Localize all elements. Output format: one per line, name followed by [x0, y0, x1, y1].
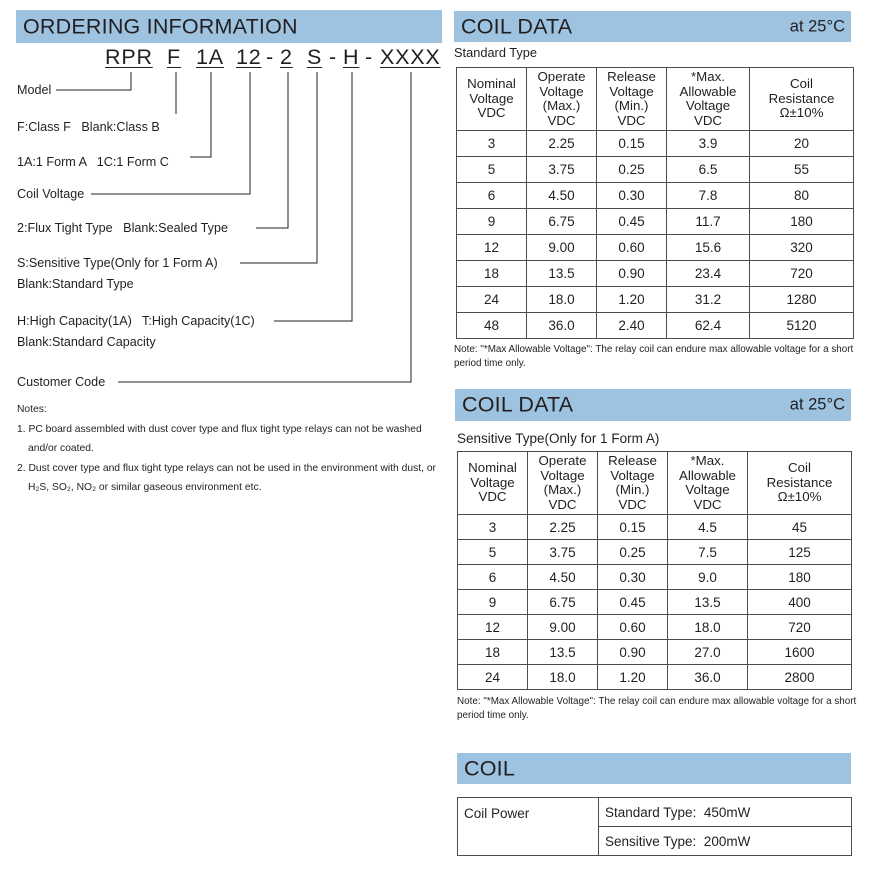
cell-nominal-voltage: 24: [458, 665, 528, 690]
label-standard-type: Blank:Standard Type: [17, 277, 134, 291]
code-model: RPR: [105, 45, 153, 69]
code-class: F: [167, 45, 181, 69]
cell-max-allowable-voltage: 15.6: [667, 235, 750, 261]
header-max-allowable-voltage: *Max. Allowable Voltage VDC: [667, 68, 750, 131]
code-separator: -: [329, 45, 337, 69]
coil-data-sensitive-banner: [455, 389, 851, 421]
cell-operate-voltage: 6.75: [528, 590, 598, 615]
cell-coil-resistance: 400: [748, 590, 852, 615]
table-row: [458, 515, 852, 540]
cell-coil-resistance: 720: [750, 261, 854, 287]
cell-release-voltage: 0.15: [597, 131, 667, 157]
note-item: 1. PC board assembled with dust cover type and flux tight type relays can not be washed and/or coated.: [17, 423, 422, 454]
label-sensitive: S:Sensitive Type(Only for 1 Form A): [17, 256, 218, 270]
cell-coil-resistance: 55: [750, 157, 854, 183]
header-max-allowable-voltage: *Max. Allowable Voltage VDC: [668, 452, 748, 515]
code-coil-voltage: 12: [236, 45, 262, 69]
cell-coil-resistance: 720: [748, 615, 852, 640]
cell-max-allowable-voltage: 36.0: [668, 665, 748, 690]
label-model: Model: [17, 83, 52, 97]
label-class: F:Class F Blank:Class B: [17, 120, 160, 134]
cell-nominal-voltage: 6: [457, 183, 527, 209]
cell-operate-voltage: 2.25: [527, 131, 597, 157]
label-coil-voltage: Coil Voltage: [17, 187, 85, 201]
cell-release-voltage: 2.40: [597, 313, 667, 339]
cell-nominal-voltage: 18: [458, 640, 528, 665]
cell-max-allowable-voltage: 13.5: [668, 590, 748, 615]
code-form: 1A: [196, 45, 224, 69]
header-release-voltage: Release Voltage (Min.) VDC: [597, 68, 667, 131]
header-operate-voltage: Operate Voltage (Max.) VDC: [527, 68, 597, 131]
note-item: 2. Dust cover type and flux tight type relays can not be used in the environment with dust, or H₂S, SO₂, NO₂ or similar gaseous environment etc.: [17, 462, 436, 493]
coil-data-sensitive-note: Note: "*Max Allowable Voltage": The relay coil can endure max allowable voltage for a short period time only.: [457, 696, 857, 721]
coil-power-sensitive: Sensitive Type: 200mW: [599, 827, 852, 856]
header-coil-resistance: Coil Resistance Ω±10%: [748, 452, 852, 515]
coil-data-standard-note: Note: "*Max Allowable Voltage": The relay coil can endure max allowable voltage for a short period time only.: [454, 344, 854, 369]
coil-banner: [457, 753, 851, 784]
table-row: [457, 261, 854, 287]
leader-sensitive: [240, 72, 317, 263]
table-row: [458, 590, 852, 615]
cell-release-voltage: 1.20: [598, 665, 668, 690]
table-row: [457, 131, 854, 157]
leader-model: [56, 72, 131, 90]
table-row: [457, 235, 854, 261]
cell-operate-voltage: 6.75: [527, 209, 597, 235]
cell-release-voltage: 0.60: [598, 615, 668, 640]
label-capacity: H:High Capacity(1A) T:High Capacity(1C): [17, 314, 255, 328]
coil-title: COIL: [464, 756, 515, 780]
coil-data-sensitive-temp: at 25°C: [789, 395, 845, 414]
cell-nominal-voltage: 5: [458, 540, 528, 565]
label-customer-code: Customer Code: [17, 375, 106, 389]
cell-max-allowable-voltage: 9.0: [668, 565, 748, 590]
cell-max-allowable-voltage: 7.5: [668, 540, 748, 565]
cell-nominal-voltage: 3: [458, 515, 528, 540]
cell-max-allowable-voltage: 4.5: [668, 515, 748, 540]
table-row: [458, 615, 852, 640]
table-row: [458, 540, 852, 565]
cell-coil-resistance: 45: [748, 515, 852, 540]
cell-nominal-voltage: 6: [458, 565, 528, 590]
cell-operate-voltage: 2.25: [528, 515, 598, 540]
leader-form: [190, 72, 211, 157]
cell-max-allowable-voltage: 7.8: [667, 183, 750, 209]
cell-nominal-voltage: 12: [457, 235, 527, 261]
cell-coil-resistance: 20: [750, 131, 854, 157]
cell-operate-voltage: 18.0: [527, 287, 597, 313]
coil-data-standard-subtitle: Standard Type: [454, 45, 538, 60]
cell-nominal-voltage: 9: [457, 209, 527, 235]
cell-coil-resistance: 2800: [748, 665, 852, 690]
header-release-voltage: Release Voltage (Min.) VDC: [598, 452, 668, 515]
cell-release-voltage: 0.90: [598, 640, 668, 665]
coil-data-sensitive-table: [457, 451, 852, 690]
cell-max-allowable-voltage: 62.4: [667, 313, 750, 339]
coil-data-standard-table: [456, 67, 854, 339]
cell-release-voltage: 0.30: [597, 183, 667, 209]
cell-coil-resistance: 180: [748, 565, 852, 590]
coil-data-sensitive-subtitle: Sensitive Type(Only for 1 Form A): [457, 431, 660, 446]
code-customer: XXXX: [380, 45, 441, 69]
cell-release-voltage: 1.20: [597, 287, 667, 313]
cell-nominal-voltage: 3: [457, 131, 527, 157]
cell-coil-resistance: 1600: [748, 640, 852, 665]
code-sensitive: S: [307, 45, 323, 69]
coil-data-standard-title: COIL DATA: [461, 14, 573, 38]
cell-operate-voltage: 13.5: [528, 640, 598, 665]
cell-operate-voltage: 18.0: [528, 665, 598, 690]
cell-max-allowable-voltage: 11.7: [667, 209, 750, 235]
notes: [17, 400, 437, 498]
table-row: [457, 313, 854, 339]
coil-data-standard-temp: at 25°C: [789, 17, 845, 35]
cell-operate-voltage: 3.75: [527, 157, 597, 183]
table-row: [457, 157, 854, 183]
table-row: [457, 183, 854, 209]
code-separator: -: [266, 45, 274, 69]
cell-operate-voltage: 4.50: [528, 565, 598, 590]
cell-coil-resistance: 80: [750, 183, 854, 209]
cell-coil-resistance: 125: [748, 540, 852, 565]
cell-release-voltage: 0.25: [598, 540, 668, 565]
label-form: 1A:1 Form A 1C:1 Form C: [17, 155, 169, 169]
code-capacity: H: [343, 45, 360, 69]
cell-release-voltage: 0.45: [598, 590, 668, 615]
table-row: [458, 640, 852, 665]
leader-capacity: [274, 72, 352, 321]
coil-power-label: Coil Power: [458, 798, 599, 856]
table-row: [458, 665, 852, 690]
cell-max-allowable-voltage: 18.0: [668, 615, 748, 640]
cell-release-voltage: 0.90: [597, 261, 667, 287]
table-row: [458, 565, 852, 590]
notes-title: Notes:: [17, 404, 47, 415]
header-operate-voltage: Operate Voltage (Max.) VDC: [528, 452, 598, 515]
cell-nominal-voltage: 12: [458, 615, 528, 640]
coil-data-sensitive-title: COIL DATA: [462, 392, 574, 417]
header-nominal-voltage: Nominal Voltage VDC: [458, 452, 528, 515]
cell-max-allowable-voltage: 6.5: [667, 157, 750, 183]
cell-coil-resistance: 5120: [750, 313, 854, 339]
code-sealing: 2: [280, 45, 293, 69]
coil-data-standard-banner: [454, 11, 851, 42]
cell-max-allowable-voltage: 27.0: [668, 640, 748, 665]
cell-max-allowable-voltage: 31.2: [667, 287, 750, 313]
cell-release-voltage: 0.30: [598, 565, 668, 590]
ordering-title: ORDERING INFORMATION: [23, 14, 298, 38]
table-row: [457, 287, 854, 313]
header-nominal-voltage: Nominal Voltage VDC: [457, 68, 527, 131]
cell-operate-voltage: 4.50: [527, 183, 597, 209]
cell-release-voltage: 0.60: [597, 235, 667, 261]
label-sealing: 2:Flux Tight Type Blank:Sealed Type: [17, 221, 228, 235]
cell-coil-resistance: 180: [750, 209, 854, 235]
cell-max-allowable-voltage: 23.4: [667, 261, 750, 287]
cell-max-allowable-voltage: 3.9: [667, 131, 750, 157]
cell-operate-voltage: 3.75: [528, 540, 598, 565]
cell-operate-voltage: 13.5: [527, 261, 597, 287]
cell-nominal-voltage: 24: [457, 287, 527, 313]
cell-nominal-voltage: 9: [458, 590, 528, 615]
cell-nominal-voltage: 48: [457, 313, 527, 339]
cell-release-voltage: 0.15: [598, 515, 668, 540]
coil-power-table: [457, 797, 852, 856]
cell-release-voltage: 0.45: [597, 209, 667, 235]
table-row: [457, 209, 854, 235]
cell-nominal-voltage: 5: [457, 157, 527, 183]
cell-operate-voltage: 36.0: [527, 313, 597, 339]
cell-operate-voltage: 9.00: [527, 235, 597, 261]
header-coil-resistance: Coil Resistance Ω±10%: [750, 68, 854, 131]
coil-power-standard: Standard Type: 450mW: [599, 798, 852, 827]
label-standard-capacity: Blank:Standard Capacity: [17, 335, 156, 349]
cell-coil-resistance: 1280: [750, 287, 854, 313]
cell-coil-resistance: 320: [750, 235, 854, 261]
code-separator: -: [365, 45, 373, 69]
leader-sealing: [256, 72, 288, 228]
cell-operate-voltage: 9.00: [528, 615, 598, 640]
cell-release-voltage: 0.25: [597, 157, 667, 183]
cell-nominal-voltage: 18: [457, 261, 527, 287]
